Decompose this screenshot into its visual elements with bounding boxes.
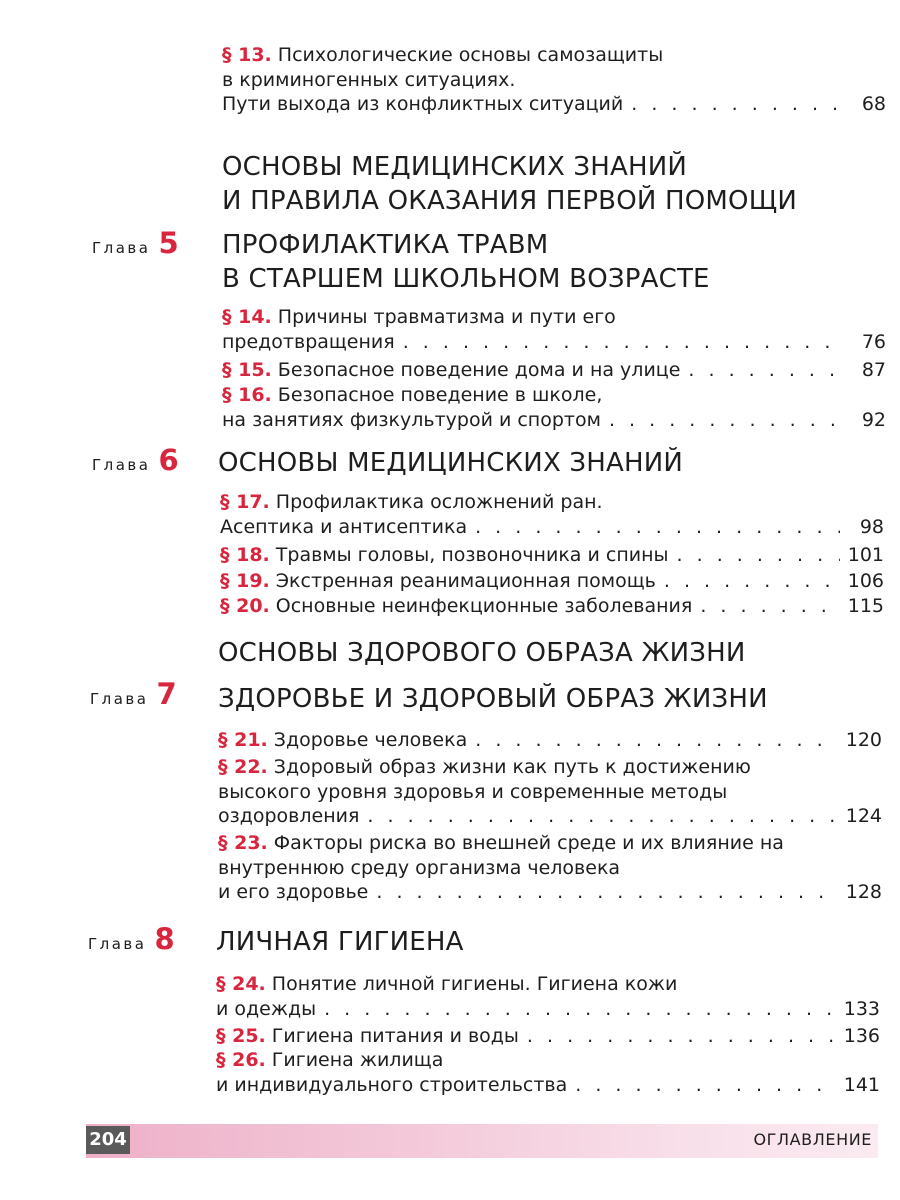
toc-entry-21[interactable] — [218, 728, 882, 753]
entry-title-line: на занятиях физкультурой и спортом — [222, 408, 601, 431]
page-number: 76 — [861, 330, 886, 353]
dot-leader — [376, 880, 837, 905]
dot-leader — [664, 569, 840, 594]
dot-leader — [475, 515, 840, 540]
dot-leader — [527, 1024, 836, 1049]
paragraph-number: § 25. — [216, 1025, 266, 1047]
dot-leader — [475, 728, 838, 753]
paragraph-number: § 23. — [218, 832, 268, 854]
chapter-label-8 — [88, 922, 175, 956]
toc-entry-22[interactable] — [218, 755, 882, 829]
dot-leader — [609, 408, 842, 433]
page-number: 133 — [843, 997, 880, 1020]
toc-entry-23[interactable] — [218, 831, 882, 905]
page-number: 124 — [845, 805, 882, 827]
dot-leader — [631, 92, 842, 117]
section-heading-healthy: ОСНОВЫ ЗДОРОВОГО ОБРАЗА ЖИЗНИ — [218, 638, 746, 668]
entry-title-line: и одежды — [216, 997, 317, 1020]
chapter-word: Глава — [92, 456, 151, 474]
dot-leader — [677, 543, 840, 568]
entry-title-line: оздоровления — [218, 805, 360, 827]
paragraph-number: § 16. — [222, 384, 272, 406]
dot-leader — [324, 997, 836, 1022]
entry-title-line: Профилактика осложнений ран. — [275, 491, 603, 513]
paragraph-number: § 26. — [216, 1049, 266, 1071]
toc-entry-18[interactable] — [220, 543, 884, 568]
chapter-label-7 — [90, 677, 177, 711]
entry-title-line: Гигиена питания и воды — [271, 1025, 519, 1047]
dot-leader — [403, 330, 842, 355]
chapter-title-5[interactable]: ПРОФИЛАКТИКА ТРАВМ В СТАРШЕМ ШКОЛЬНОМ ВОЗРАСТЕ — [222, 230, 710, 294]
entry-title-line: в криминогенных ситуациях. — [222, 68, 516, 91]
entry-title-line: и индивидуального строительства — [216, 1073, 568, 1096]
chapter-word: Глава — [88, 935, 147, 953]
entry-title-line: Пути выхода из конфликтных ситуаций — [222, 93, 624, 115]
entry-title-line: Безопасное поведение в школе, — [277, 384, 603, 406]
page-number: 68 — [861, 93, 886, 115]
page-number: 98 — [859, 515, 884, 538]
chapter-number: 8 — [154, 922, 175, 956]
paragraph-number: § 14. — [222, 306, 272, 328]
toc-entry-25[interactable] — [216, 1024, 880, 1049]
entry-title-line: Здоровый образ жизни как путь к достижению — [273, 756, 751, 778]
paragraph-number: § 21. — [218, 729, 268, 751]
toc-entry-17[interactable] — [220, 490, 884, 539]
footer-running-title: ОГЛАВЛЕНИЕ — [753, 1130, 872, 1149]
page-number: 101 — [847, 544, 884, 566]
paragraph-number: § 19. — [220, 570, 270, 592]
chapter-number: 7 — [156, 677, 177, 711]
page-number: 141 — [843, 1073, 880, 1096]
paragraph-number: § 13. — [222, 44, 272, 66]
dot-leader — [575, 1073, 835, 1098]
paragraph-number: § 18. — [220, 544, 270, 566]
footer-page-number: 204 — [86, 1126, 130, 1154]
entry-title-line: и его здоровье — [218, 881, 369, 903]
toc-entry-20[interactable] — [220, 594, 884, 619]
page-number: 87 — [861, 359, 886, 381]
chapter-label-6 — [92, 443, 179, 477]
entry-title-line: Безопасное поведение дома и на улице — [277, 359, 681, 381]
entry-title-line: Экстренная реанимационная помощь — [275, 570, 656, 592]
page-number: 120 — [845, 729, 882, 751]
toc-entry-14[interactable] — [222, 305, 886, 354]
page-number: 128 — [845, 881, 882, 903]
chapter-number: 5 — [158, 226, 179, 260]
toc-entry-24[interactable] — [216, 972, 880, 1021]
paragraph-number: § 20. — [220, 595, 270, 617]
paragraph-number: § 22. — [218, 756, 268, 778]
chapter-title-8[interactable]: ЛИЧНАЯ ГИГИЕНА — [216, 927, 464, 957]
chapter-label-5 — [92, 226, 179, 260]
paragraph-number: § 24. — [216, 973, 266, 995]
entry-title-line: предотвращения — [222, 330, 395, 353]
entry-title-line: Психологические основы самозащиты — [277, 44, 664, 66]
paragraph-number: § 17. — [220, 491, 270, 513]
entry-title-line: Причины травматизма и пути его — [277, 306, 616, 328]
toc-entry-13[interactable] — [222, 43, 886, 117]
toc-entry-19[interactable] — [220, 569, 884, 594]
chapter-title-7[interactable]: ЗДОРОВЬЕ И ЗДОРОВЫЙ ОБРАЗ ЖИЗНИ — [218, 684, 768, 714]
entry-title-line: высокого уровня здоровья и современные методы — [218, 780, 728, 803]
page-number: 136 — [843, 1025, 880, 1047]
page-number: 92 — [861, 408, 886, 431]
entry-title-line: Основные неинфекционные заболевания — [275, 595, 693, 617]
toc-entry-15[interactable] — [222, 358, 886, 383]
entry-title-line: Травмы головы, позвоночника и спины — [275, 544, 669, 566]
entry-title-line: внутреннюю среду организма человека — [218, 856, 621, 879]
toc-entry-26[interactable] — [216, 1048, 880, 1097]
chapter-title-6[interactable]: ОСНОВЫ МЕДИЦИНСКИХ ЗНАНИЙ — [218, 448, 684, 478]
dot-leader — [688, 358, 842, 383]
page-number: 115 — [847, 595, 884, 617]
entry-title-line: Гигиена жилища — [271, 1049, 444, 1071]
entry-title-line: Факторы риска во внешней среде и их влияние на — [273, 832, 784, 854]
page-number: 106 — [847, 570, 884, 592]
entry-title-line: Понятие личной гигиены. Гигиена кожи — [271, 973, 678, 995]
paragraph-number: § 15. — [222, 359, 272, 381]
entry-title-line: Здоровье человека — [273, 729, 468, 751]
dot-leader — [367, 804, 837, 829]
entry-title-line: Асептика и антисептика — [220, 515, 468, 538]
toc-entry-16[interactable] — [222, 383, 886, 432]
chapter-word: Глава — [92, 239, 151, 257]
chapter-word: Глава — [90, 690, 149, 708]
dot-leader — [700, 594, 839, 619]
section-heading-medical: ОСНОВЫ МЕДИЦИНСКИХ ЗНАНИЙ И ПРАВИЛА ОКАЗАНИЯ ПЕРВОЙ ПОМОЩИ — [222, 152, 797, 216]
chapter-number: 6 — [158, 443, 179, 477]
